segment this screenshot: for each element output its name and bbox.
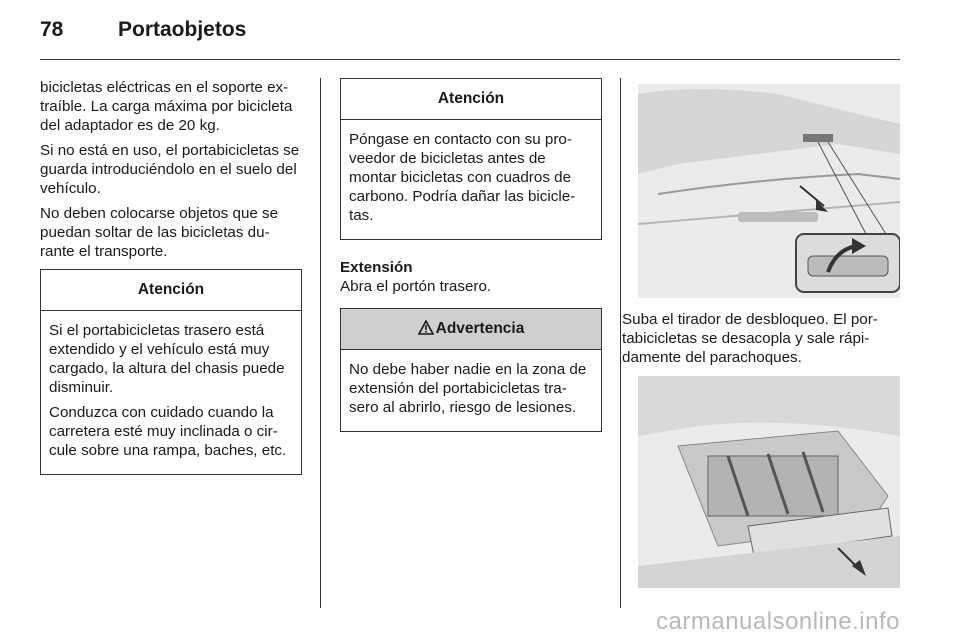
illustration-release-handle [638,84,900,298]
column-divider-2 [620,78,621,608]
illustration-bike-carrier-extended [638,376,900,588]
page-title: Portaobjetos [118,18,247,41]
warning-triangle-icon [418,311,434,351]
section-heading: Extensión [340,259,413,276]
notice-title: Atención [341,79,601,120]
column-1 [40,78,302,475]
paragraph: Abra el portón trasero. [340,278,492,295]
warning-paragraph: No debe haber nadie en la zona de extensión del portabicicletas tra-sero al abrirlo, riesgo de lesiones. [349,361,587,416]
notice-body [41,311,301,474]
column-divider-1 [320,78,321,608]
paragraph: Si no está en uso, el portabicicletas se guarda introduciéndolo en el suelo del vehículo. [40,142,300,197]
warning-title-bar [341,309,601,350]
page-number: 78 [40,18,64,41]
notice-box [40,269,302,475]
notice-paragraph: Conduzca con cuidado cuando la carretera esté muy inclinada o cir-cule sobre una rampa, baches, etc. [49,404,287,459]
notice-paragraph: Póngase en contacto con su pro-veedor de bicicletas antes de montar bicicletas con cuadros de carbono. Podría dañar las bicicle-tas. [349,131,576,224]
warning-title: Advertencia [435,320,525,337]
warning-box [340,308,602,432]
column-2 [340,78,602,432]
notice-body [341,120,601,239]
header-rule [40,59,900,60]
watermark: carmanualsonline.info [656,608,900,635]
illustration-caption: Suba el tirador de desbloqueo. El por-tabicicletas se desacopla y sale rápi-damente del parachoques. [622,311,878,366]
notice-box [340,78,602,240]
notice-paragraph: Si el portabicicletas trasero está extendido y el vehículo está muy cargado, la altura del chasis puede disminuir. [49,322,285,396]
warning-body [341,350,601,431]
paragraph: bicicletas eléctricas en el soporte ex-traíble. La carga máxima por bicicleta del adaptador es de 20 kg. [40,79,293,134]
notice-title: Atención [41,270,301,311]
paragraph: No deben colocarse objetos que se puedan soltar de las bicicletas du-rante el transporte. [40,205,279,260]
